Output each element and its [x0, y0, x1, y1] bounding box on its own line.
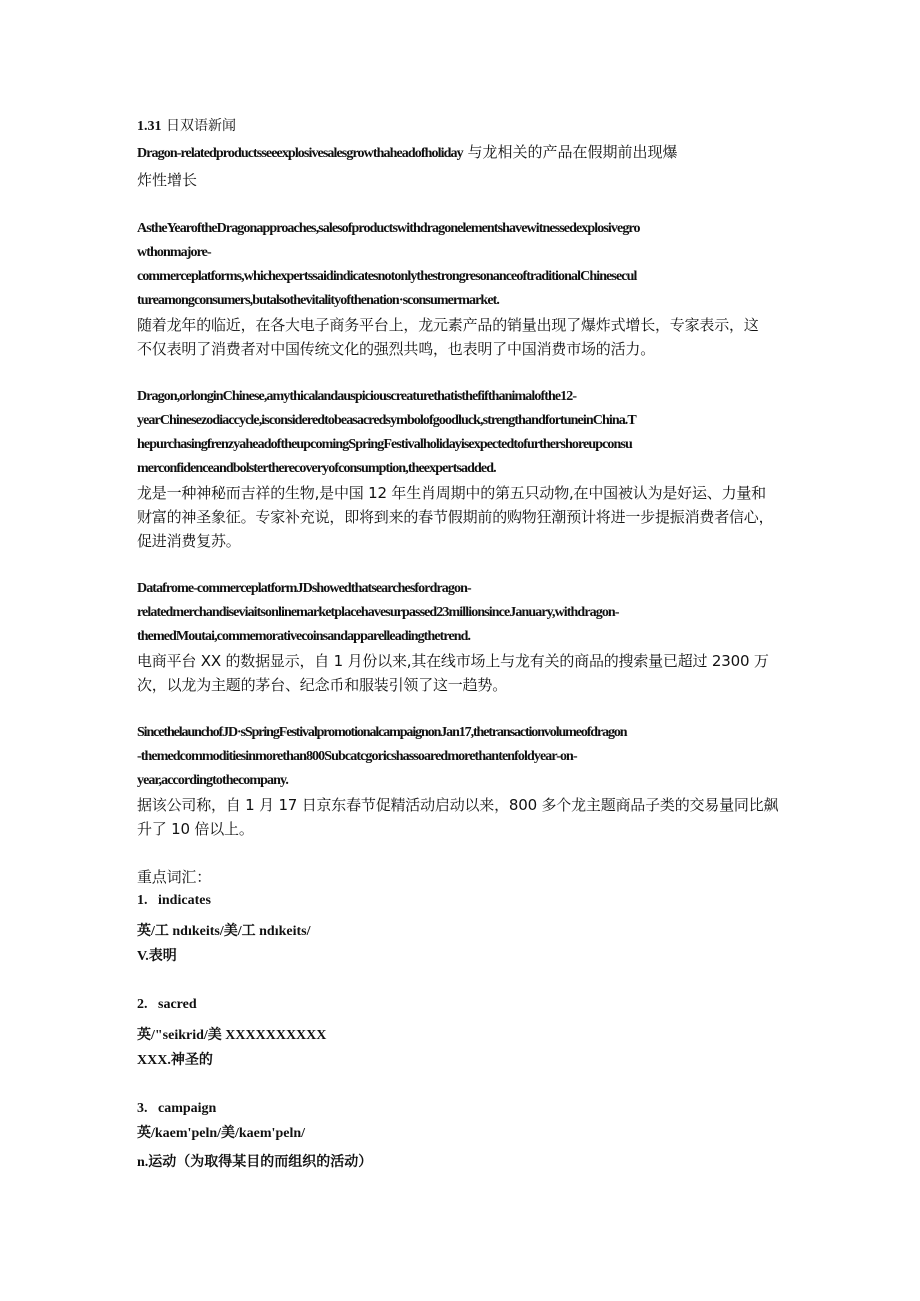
headline-zh-part2: 炸性增长 — [137, 171, 198, 189]
vocabulary-number: 2. — [137, 997, 148, 1012]
paragraph-zh-line: 次，以龙为主题的茅台、纪念币和服装引领了这一趋势。 — [137, 676, 508, 694]
date-suffix: 日双语新闻 — [165, 118, 236, 134]
paragraph-en-line: yearChinesezodiaccycle,isconsideredtobeasacredsymbolofgoodluck,strengthandfortuneinChina.T — [137, 413, 636, 428]
document-page — [137, 114, 787, 1175]
paragraph-en-line: tureamongconsumers,butalsothevitalityofthenation·sconsumermarket. — [137, 293, 499, 308]
vocabulary-item-2 — [137, 993, 787, 1073]
paragraph-4 — [137, 721, 787, 841]
vocabulary-phonetic: 英/kaem'peln/美/kaem'peln/ — [137, 1126, 306, 1141]
vocabulary-meaning: n.运动（为取得某目的而组织的活动） — [137, 1155, 373, 1170]
vocabulary-item-3 — [137, 1097, 787, 1175]
paragraph-en-line: wthonmajore- — [137, 245, 211, 260]
vocabulary-word-line — [137, 889, 787, 913]
paragraph-en-line: AstheYearoftheDragonapproaches,salesofproductswithdragonelementshavewitnessedexplosivegro — [137, 221, 640, 236]
paragraph-en-line: Datafrome-commerceplatformJDshowedthatsearchesfordragon- — [137, 581, 471, 596]
paragraph-en-line: themedMoutai,commemorativecoinsandapparelleadingthetrend. — [137, 629, 471, 644]
paragraph-3 — [137, 577, 787, 697]
paragraph-en-line: -themedcommoditiesinmorethan800Subcatcgoricshassoaredmorethantenfoldyear-on- — [137, 749, 577, 764]
paragraph-zh-line: 龙是一种神秘而吉祥的生物,是中国 12 年生肖周期中的第五只动物,在中国被认为是好运、力量和 — [137, 484, 766, 502]
paragraph-zh-line: 财富的神圣象征。专家补充说，即将到来的春节假期前的购物狂潮预计将进一步提振消费者信心， — [137, 508, 774, 526]
vocabulary-word: campaign — [158, 1101, 217, 1116]
paragraph-zh-line: 不仅表明了消费者对中国传统文化的强烈共鸣，也表明了中国消费市场的活力。 — [137, 340, 656, 358]
headline-en: Dragon-relatedproductsseeexplosivesalesgrowthaheadofholiday — [137, 146, 463, 161]
vocabulary-word-line — [137, 993, 787, 1017]
vocabulary-item-1 — [137, 889, 787, 969]
paragraph-zh-line: 升了 10 倍以上。 — [137, 820, 254, 838]
document-date-title — [137, 114, 787, 139]
paragraph-zh-line: 随着龙年的临近，在各大电子商务平台上，龙元素产品的销量出现了爆炸式增长，专家表示，这 — [137, 316, 759, 334]
paragraph-en-line: commerceplatforms,whichexpertssaidindicatesnotonlythestrongresonanceoftraditionalChinesecul — [137, 269, 637, 284]
paragraph-en-line: Dragon,orlonginChinese,amythicalandauspiciouscreaturethatisthefifthanimalofthe12- — [137, 389, 577, 404]
paragraph-1 — [137, 217, 787, 361]
paragraph-zh-line: 电商平台 XX 的数据显示，自 1 月份以来,其在线市场上与龙有关的商品的搜索量已超过 2300 万 — [137, 652, 769, 670]
paragraph-en-line: merconfidenceandbolstertherecoveryofconsumption,theexpertsadded. — [137, 461, 496, 476]
paragraph-en-line: relatedmerchandiseviaitsonlinemarketplacehavesurpassed23millionsinceJanuary,withdragon- — [137, 605, 619, 620]
vocabulary-number: 1. — [137, 893, 148, 908]
vocabulary-word: sacred — [158, 997, 197, 1012]
paragraph-zh-line: 促进消费复苏。 — [137, 532, 241, 550]
paragraph-en-line: SincethelaunchofJD·sSpringFestivalpromotionalcampaignonJan17,thetransactionvolumeofdragon — [137, 725, 627, 740]
vocabulary-phonetic: 英/工 ndıkeits/美/工 ndıkeits/ — [137, 924, 311, 939]
headline-zh-part1: 与龙相关的产品在假期前出现爆 — [467, 143, 678, 161]
paragraph-en-line: year,accordingtothecompany. — [137, 773, 288, 788]
date-number: 1.31 — [137, 119, 162, 134]
vocabulary-word-line — [137, 1097, 787, 1121]
paragraph-2 — [137, 385, 787, 553]
headline-continued — [137, 167, 787, 193]
vocabulary-word: indicates — [158, 893, 211, 908]
paragraph-zh-line: 据该公司称，自 1 月 17 日京东春节促精活动启动以来，800 多个龙主题商品子类的交易量同比飙 — [137, 796, 779, 814]
vocabulary-heading: 重点词汇： — [137, 868, 212, 886]
headline — [137, 139, 787, 167]
vocabulary-meaning: XXX.神圣的 — [137, 1053, 213, 1068]
vocabulary-phonetic: 英/"seikrid/美 XXXXXXXXXX — [137, 1028, 327, 1043]
vocabulary-section — [137, 865, 787, 1175]
vocabulary-number: 3. — [137, 1101, 148, 1116]
vocabulary-meaning: V.表明 — [137, 949, 177, 964]
paragraph-en-line: hepurchasingfrenzyaheadoftheupcomingSpringFestivalholidayisexpectedtofurthershoreupconsu — [137, 437, 632, 452]
